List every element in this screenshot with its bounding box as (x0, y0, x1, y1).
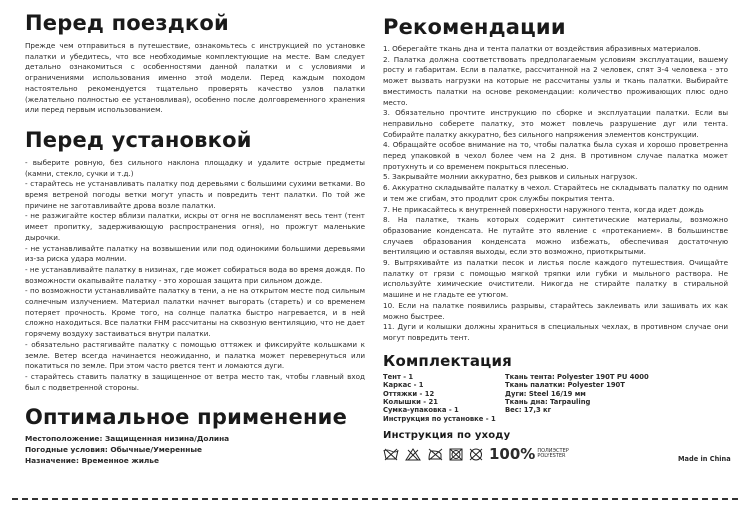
care-symbols (383, 445, 728, 463)
material-label (537, 449, 568, 460)
do-not-tumble-dry-icon (449, 448, 463, 461)
kit-item: Сумка-упаковка - 1 (383, 406, 459, 415)
kit-specs-column (505, 373, 649, 423)
list-item: - старайтесь не устанавливать палатку под деревьями с большими сухими ветками. Во время ветреной погоды ветки могут упасть и повредить тент палатки. По той же причине не заготавливайте дрова возле палатки. (25, 179, 365, 210)
list-item: 4. Обращайте особое внимание на то, чтобы палатка была сухая и хорошо проветренна перед упаковкой в чехол более чем на 2 дня. В противном случае палатка может протухнуть и со временем покрыться плесенью. (383, 140, 728, 171)
kit-item: Инструкция по установке - 1 (383, 414, 496, 423)
before-trip-text: Прежде чем отправиться в путешествие, ознакомьтесь с инструкцией по установке палатки и убедитесь, что все необходимые комплектующие на месте. Вам следует детально ознакомиться с особенностями данной палатки и с условиями и ограничениями использования именно этой модели. Перед каждым походом настоятельно рекомендуется тщательно проверять качество узлов палатки (желательно полностью ее установливая), особенно после долговременного хранения или перед первым использованием. (25, 41, 365, 115)
optimal-purpose: Назначение: Временное жилье (25, 456, 159, 466)
cut-line-divider (12, 498, 738, 500)
care-title: Инструкция по уходу (383, 430, 511, 442)
before-setup-title: Перед установкой (25, 127, 252, 152)
recommendations-title: Рекомендации (383, 15, 566, 39)
kit-item: Колышки - 21 (383, 397, 438, 406)
list-item: - не устанавливайте палатку в низинах, где может собираться вода во время дождя. По возможности окапывайте палатку - это хорошая защита при сильном дожде. (25, 264, 365, 285)
kit-title: Комплектация (383, 351, 513, 370)
list-item: 3. Обязательно прочтите инструкцию по сборке и эксплуатации палатки. Если вы неправильно соберете палатку, это может повлечь разрушение дуг или тента. Собирайте палатку аккуратно, без сильного напряжения элементов конструкции. (383, 108, 728, 139)
do-not-iron-icon (427, 448, 443, 461)
kit-spec: Ткань тента: Polyester 190T PU 4000 (505, 372, 649, 381)
do-not-bleach-icon (405, 448, 421, 461)
kit-spec: Дуги: Steel 16/19 мм (505, 389, 586, 398)
right-column (383, 0, 728, 463)
kit-item: Тент - 1 (383, 372, 414, 381)
list-item: 8. На палатке, ткань которых содержит синтетические материалы, возможно образование конденсата. Не путайте это явление с «протеканием». В большинстве случаев образования конденсата можно избежать, обеспечивая достаточную вентиляцию и оставляя выходы, если это возможно, приоткрытыми. (383, 215, 728, 257)
optimal-location: Местоположение: Защищенная низина/Долина (25, 434, 230, 444)
list-item: 2. Палатка должна соответствовать предполагаемым условиям эксплуатации, вашему росту и габаритам. Если в палатке, рассчитанной на 2 человек, спят 3-4 человека - это может вызвать нагрузки на которые не рассчитаны узлы и ткань палатки. Выбирайте вместимость палатки на основе рекомендации: количество проживающих плюс одно место. (383, 54, 728, 107)
kit-spec: Ткань дна: Tarpauling (505, 397, 591, 406)
before-setup-list (25, 158, 365, 393)
kit-spec: Вес: 17,3 кг (505, 406, 552, 415)
do-not-dry-clean-icon (469, 448, 483, 461)
recommendations-list (383, 44, 728, 344)
list-item: - старайтесь ставить палатку в защищенное от ветра место так, чтобы главный вход был с подветренной стороны. (25, 371, 365, 392)
made-in-label: Made in China (678, 455, 731, 463)
before-trip-title: Перед поездкой (25, 11, 229, 35)
do-not-wash-icon (383, 448, 399, 461)
list-item: - по возможности устанавливайте палатку в тени, а не на открытом месте под сильным солнечным излучением. Материал палатки начнет выгорать (стареть) и со временем потеряет прочность. Кроме того, на солнце палатка быстро нагревается, и в ней сложно находиться. Все палатки FHM рассчитаны на сквозную вентиляцию, что не дает горячему воздуху застаиваться внутри палатки. (25, 286, 365, 339)
list-item: 10. Если на палатке появились разрывы, старайтесь заклеивать или зашивать их как можно быстрее. (383, 300, 728, 321)
left-column (25, 0, 365, 466)
list-item: 6. Аккуратно складывайте палатку в чехол. Старайтесь не складывать палатку по одним и тем же сгибам, это продлит срок службы покрытия тента. (383, 183, 728, 203)
kit-table (383, 373, 728, 423)
list-item: - выберите ровную, без сильного наклона площадку и удалите острые предметы (камни, стекло, сучки и т.д.) (25, 157, 365, 178)
kit-item: Каркас - 1 (383, 381, 424, 390)
list-item: - не устанавливайте палатку на возвышении или под одинокими большими деревьями из-за риска удара молнии. (25, 243, 365, 264)
list-item: 11. Дуги и колышки должны храниться в специальных чехлах, в противном случае они могут повредить тент. (383, 322, 728, 342)
list-item: 5. Закрывайте молнии аккуратно, без рывков и сильных нагрузок. (383, 172, 638, 182)
material-label-ru: ПОЛИЭСТЕР (537, 447, 569, 454)
material-percent: 100% (489, 445, 536, 464)
list-item: 7. Не прикасайтесь к внутренней поверхности наружного тента, когда идет дождь (383, 204, 704, 214)
list-item: 1. Оберегайте ткань дна и тента палатки от воздействия абразивных материалов. (383, 44, 701, 53)
list-item: - не разжигайте костер вблизи палатки, искры от огня не воспламенят весь тент (тент имеет пропитку, задерживающую распространения огня), но прожгут маленькие дырочки. (25, 211, 365, 242)
optimal-list (25, 433, 365, 466)
optimal-weather: Погодные условия: Обычные/Умеренные (25, 445, 203, 455)
list-item: - обязательно растягивайте палатку с помощью оттяжек и фиксируйте кольшками к земле. Ветер всегда начинается неожиданно, и палатка может перевернуться или покатиться по земле. При этом часто рвется тент и ломаются дуги. (25, 339, 365, 371)
optimal-title: Оптимальное применение (25, 405, 348, 430)
kit-item: Оттяжки - 12 (383, 389, 435, 398)
list-item: 9. Вытряхивайте из палатки песок и листья после каждого путешествия. Очищайте палатку от грязи с помощью мягкой тряпки или губки и мыльного раствора. Не используйте химические очистители. Никогда не стирайте палатку в стиральной машине и не гладьте ее утюгом. (383, 258, 728, 300)
material-label-en: POLYESTER (537, 453, 566, 460)
kit-items-column (383, 373, 505, 423)
kit-spec: Ткань палатки: Polyester 190T (505, 381, 625, 390)
